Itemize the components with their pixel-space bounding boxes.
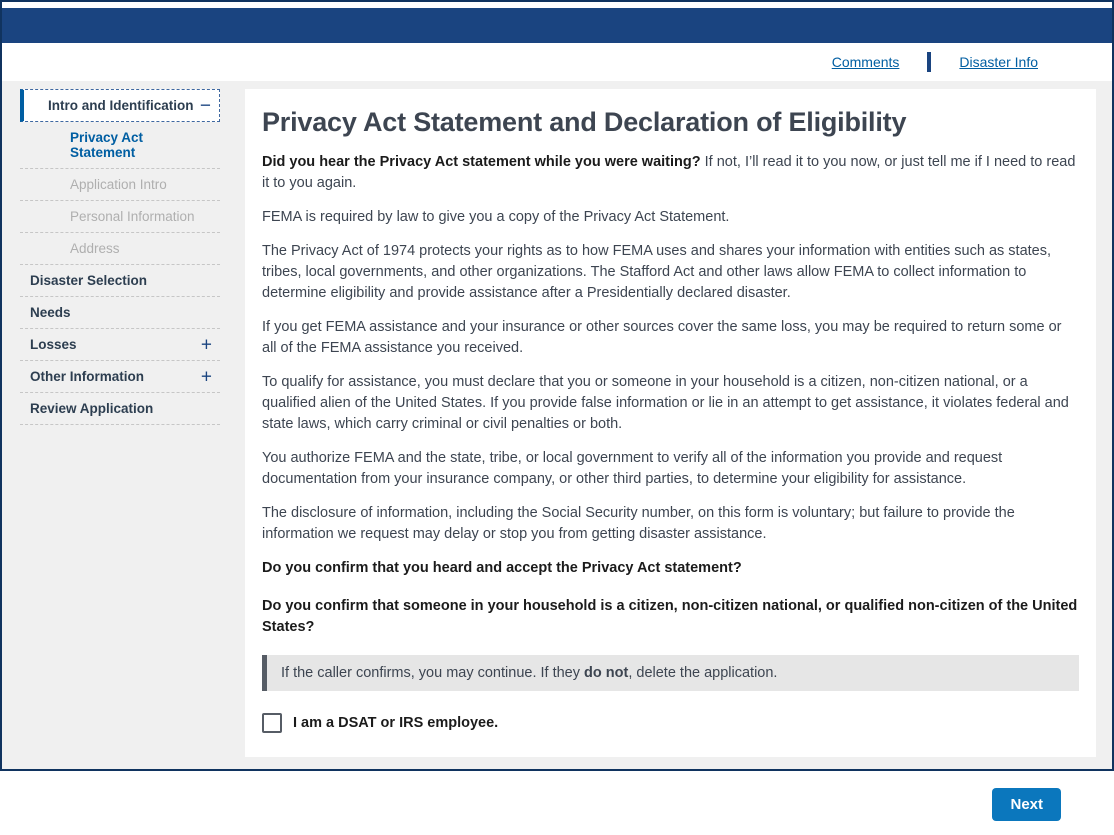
- sidebar-item-label: Address: [70, 241, 120, 256]
- callout-text: , delete the application.: [628, 665, 778, 682]
- sidebar-item-label: Losses: [30, 337, 77, 352]
- lead-paragraph: [262, 152, 1079, 194]
- sidebar-item-label: Review Application: [30, 401, 154, 416]
- lead-question-bold: Did you hear the Privacy Act statement while you were waiting?: [262, 154, 701, 170]
- sidebar-item-losses[interactable]: [20, 329, 220, 361]
- sidebar-item-address: [20, 233, 220, 265]
- expand-icon[interactable]: +: [200, 334, 212, 355]
- application-sections-nav: [20, 89, 220, 425]
- disaster-info-link[interactable]: Disaster Info: [959, 54, 1038, 70]
- page-body: [2, 81, 1112, 835]
- sidebar-item-privacy-act-statement[interactable]: [20, 122, 220, 169]
- dsat-irs-employee-label[interactable]: I am a DSAT or IRS employee.: [293, 715, 499, 732]
- utility-link-row: [2, 43, 1112, 81]
- body-paragraph: If you get FEMA assistance and your insurance or other sources cover the same loss, you may be required to return some or all of the FEMA assistance you received.: [262, 319, 1062, 357]
- caller-instruction-callout: [262, 655, 1079, 691]
- sidebar-item-label: Other Information: [30, 369, 144, 384]
- sidebar-item-label: Intro and Identification: [48, 98, 194, 113]
- callout-text: If the caller confirms, you may continue. If they: [281, 665, 585, 682]
- form-footer: [245, 773, 1096, 835]
- body-paragraph: The disclosure of information, including the Social Security number, on this form is voluntary; but failure to provide the information we request may delay or stop you from getting disaster assistance.: [262, 505, 1015, 543]
- link-divider: [927, 52, 931, 72]
- sidebar-item-label: Needs: [30, 305, 71, 320]
- dsat-irs-employee-checkbox[interactable]: [262, 713, 282, 733]
- main-column: [245, 89, 1096, 835]
- expand-icon[interactable]: +: [200, 366, 212, 387]
- body-paragraph: FEMA is required by law to give you a copy of the Privacy Act Statement.: [262, 209, 730, 226]
- header-bar: [2, 8, 1112, 43]
- callout-bold: do not: [584, 665, 629, 682]
- sidebar-item-disaster-selection[interactable]: [20, 265, 220, 297]
- body-paragraph: You authorize FEMA and the state, tribe, or local government to verify all of the information you provide and request documentation from your insurance company, or other third parties, to determine your eligibility for assistance.: [262, 450, 1003, 488]
- sidebar-item-label: Privacy Act Statement: [70, 130, 144, 160]
- confirm-privacy-act-question: Do you confirm that you heard and accept the Privacy Act statement?: [262, 560, 742, 577]
- collapse-icon[interactable]: −: [199, 95, 211, 116]
- sidebar-item-intro-and-identification[interactable]: [20, 89, 220, 122]
- body-paragraph: To qualify for assistance, you must declare that you or someone in your household is a citizen, non-citizen national, or a qualified alien of the United States. If you provide false information or lie in an attempt to get assistance, it violates federal and state laws, which carry criminal or civil penalties or both.: [262, 374, 1069, 433]
- lead-question-rest: If not, I’ll read it to you now, or just tell me if I need to read it to you again.: [262, 154, 1076, 192]
- body-paragraph: The Privacy Act of 1974 protects your rights as to how FEMA uses and shares your information with entities such as states, tribes, local governments, and other organizations. The Stafford Act and other laws allow FEMA to collect information to determine eligibility and provide assistance after a Presidentially declared disaster.: [262, 243, 1052, 302]
- sidebar-item-review-application[interactable]: [20, 393, 220, 425]
- sidebar-item-label: Application Intro: [70, 177, 167, 192]
- next-button[interactable]: Next: [992, 788, 1061, 821]
- sidebar-item-application-intro: [20, 169, 220, 201]
- sidebar-item-personal-information: [20, 201, 220, 233]
- sidebar-item-other-information[interactable]: [20, 361, 220, 393]
- confirm-citizenship-question: Do you confirm that someone in your household is a citizen, non-citizen national, or qualified non-citizen of the United States?: [262, 598, 1078, 636]
- comments-link[interactable]: Comments: [831, 54, 900, 70]
- page-title: Privacy Act Statement and Declaration of Eligibility: [262, 107, 907, 137]
- sidebar-item-label: Disaster Selection: [30, 273, 148, 288]
- main-content: [245, 89, 1096, 757]
- sidebar-item-label: Personal Information: [70, 209, 195, 224]
- sidebar-item-needs[interactable]: [20, 297, 220, 329]
- dsat-irs-employee-row: [262, 713, 1079, 733]
